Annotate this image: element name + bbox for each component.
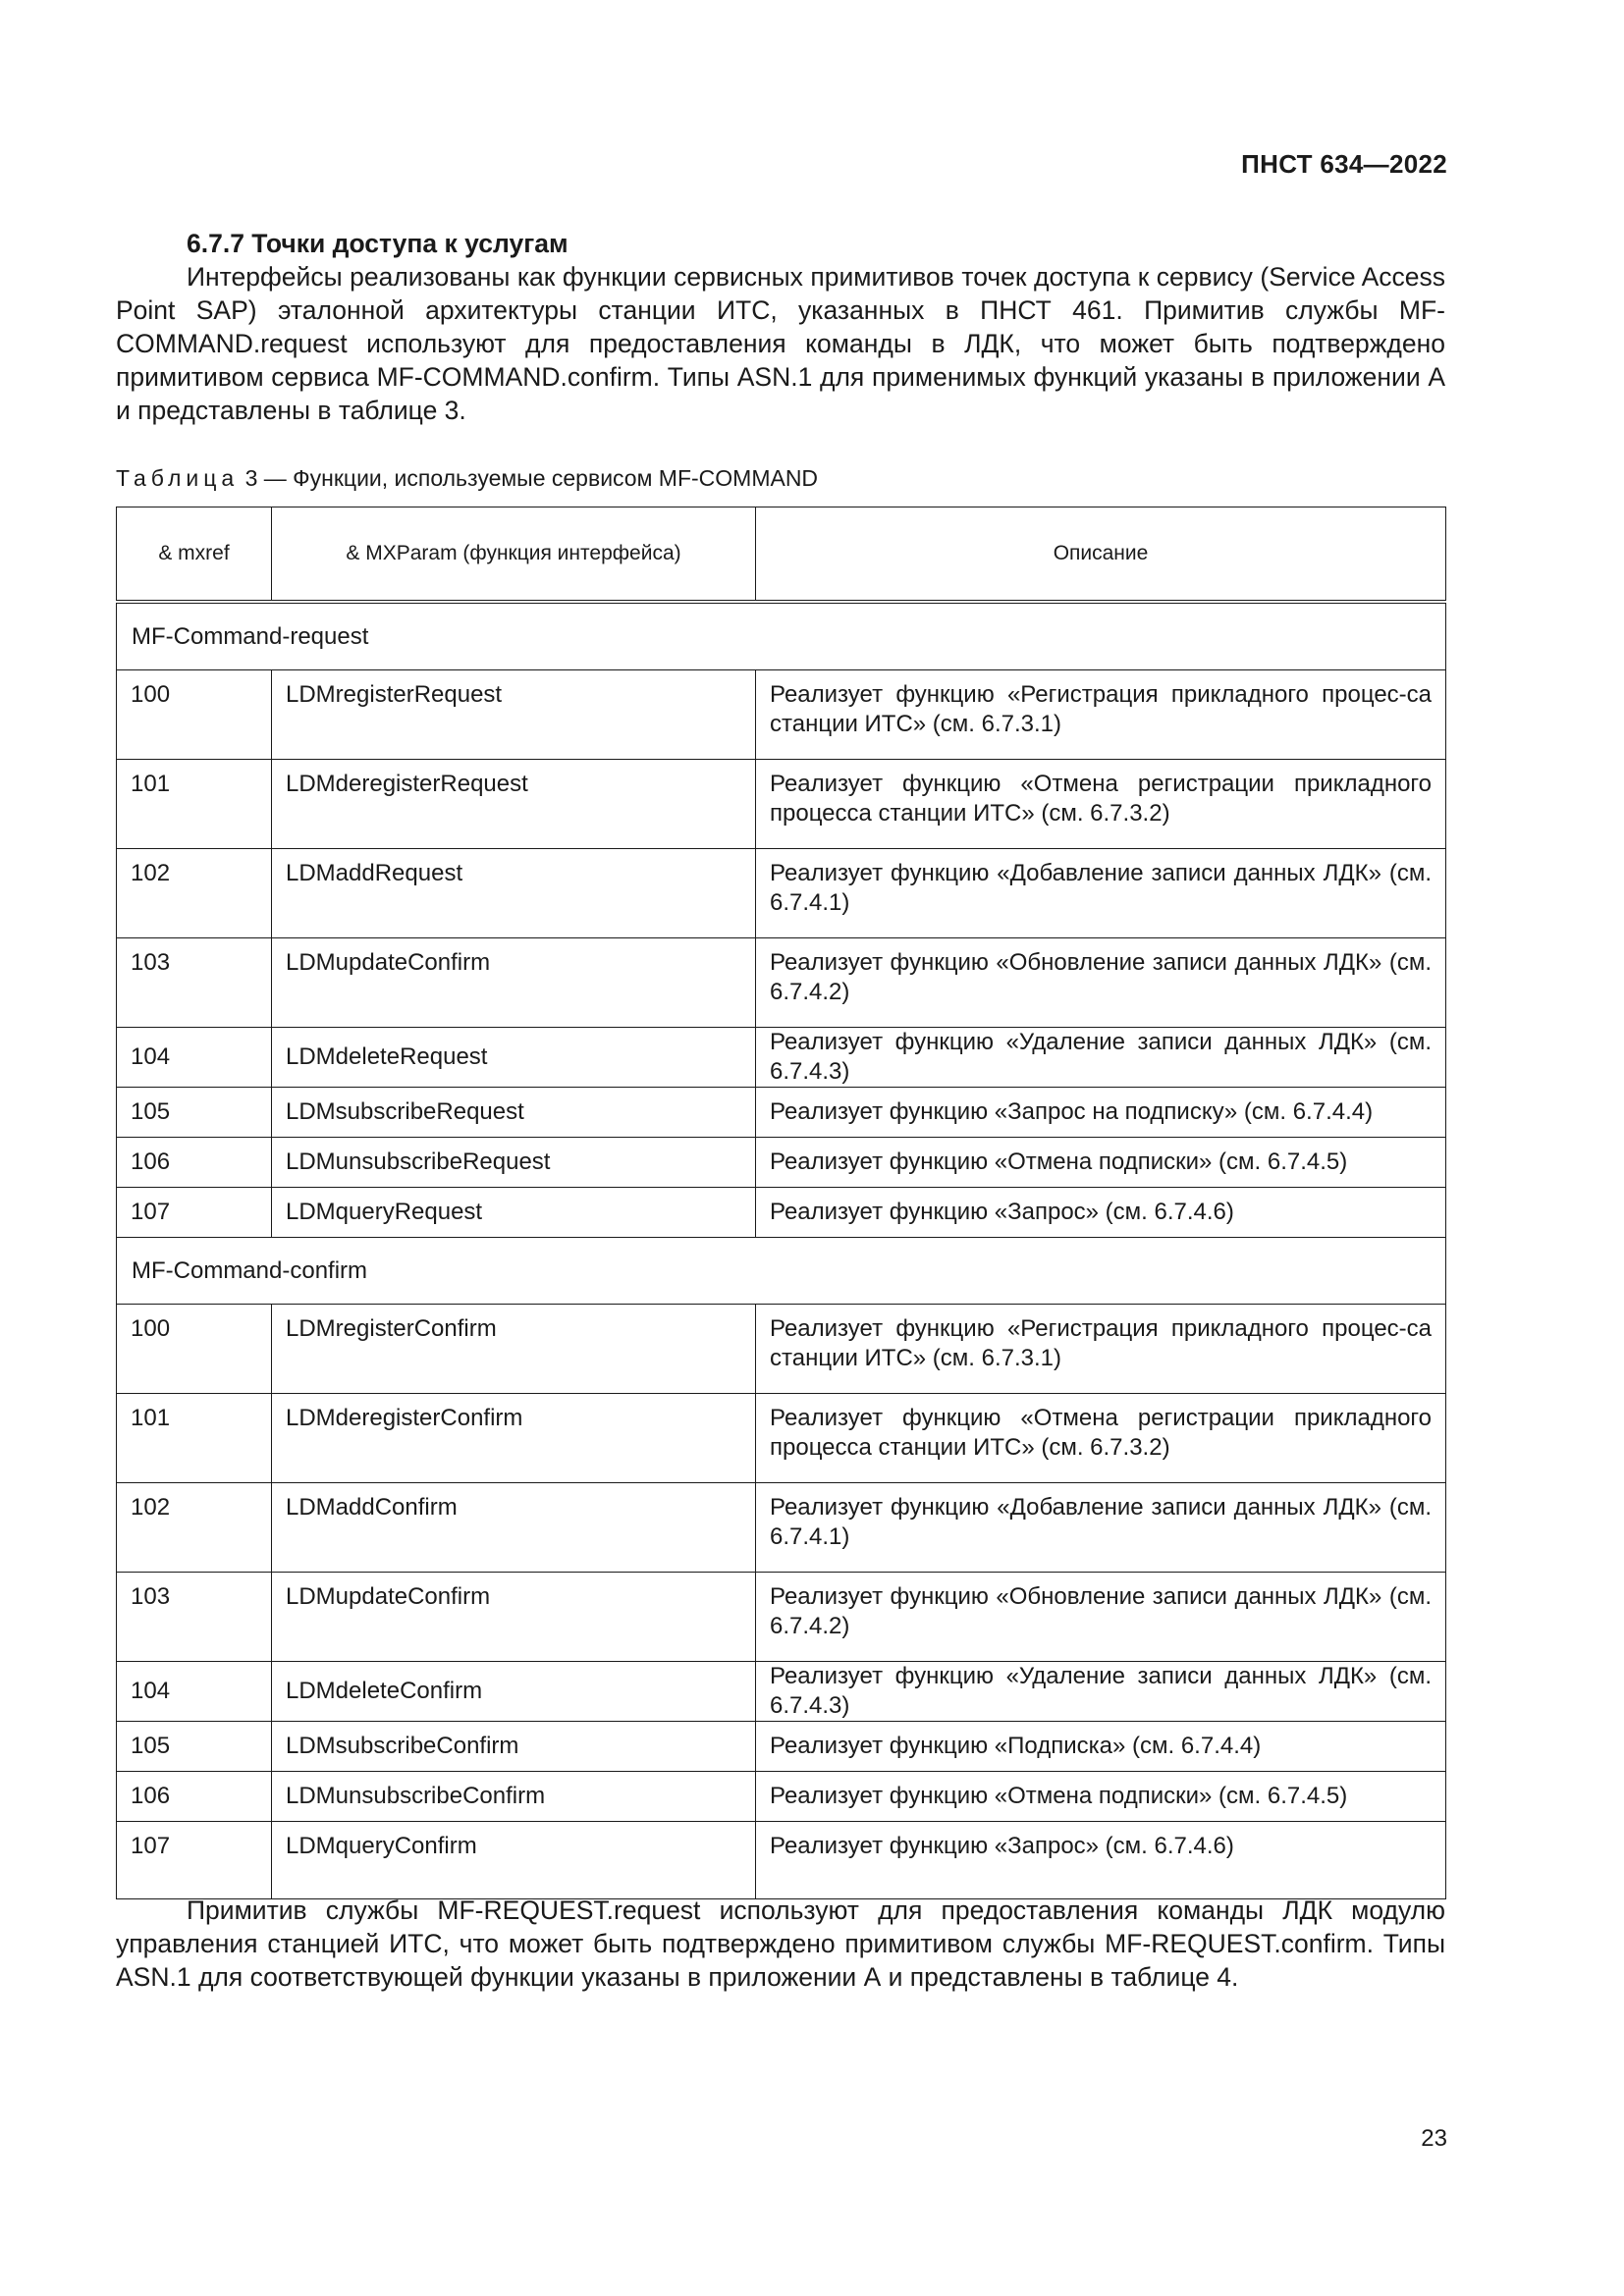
page-number: 23 [1421,2125,1447,2152]
cell-mxref: 102 [117,849,272,938]
cell-mxparam: LDMregisterRequest [272,670,756,760]
cell-mxref: 103 [117,1573,272,1662]
table-caption-label: Таблица [116,465,240,491]
table-row [117,938,1446,1028]
cell-mxparam: LDMsubscribeConfirm [272,1722,756,1772]
cell-mxparam: LDMregisterConfirm [272,1305,756,1394]
cell-description: Реализует функцию «Добавление записи данных ЛДК» (см. 6.7.4.1) [756,1483,1446,1573]
cell-description: Реализует функцию «Обновление записи данных ЛДК» (см. 6.7.4.2) [756,1573,1446,1662]
cell-description: Реализует функцию «Запрос» (см. 6.7.4.6) [756,1822,1446,1899]
cell-description: Реализует функцию «Отмена подписки» (см. 6.7.4.5) [756,1772,1446,1822]
functions-table [116,507,1446,1899]
table-caption [116,465,818,492]
cell-description: Реализует функцию «Добавление записи данных ЛДК» (см. 6.7.4.1) [756,849,1446,938]
cell-description: Реализует функцию «Удаление записи данных ЛДК» (см. 6.7.4.3) [756,1028,1446,1088]
table-row [117,1722,1446,1772]
cell-description: Реализует функцию «Отмена регистрации прикладного процесса станции ИТС» (см. 6.7.3.2) [756,760,1446,849]
cell-mxref: 105 [117,1088,272,1138]
cell-mxparam: LDMupdateConfirm [272,1573,756,1662]
table-row [117,1394,1446,1483]
table-row [117,1772,1446,1822]
cell-description: Реализует функцию «Обновление записи данных ЛДК» (см. 6.7.4.2) [756,938,1446,1028]
cell-mxref: 107 [117,1822,272,1899]
cell-mxparam: LDMdeleteConfirm [272,1662,756,1722]
cell-mxparam: LDMsubscribeRequest [272,1088,756,1138]
table-group-row [117,1238,1446,1305]
group-title: MF-Command-confirm [117,1238,1446,1305]
cell-description: Реализует функцию «Регистрация прикладного процес-са станции ИТС» (см. 6.7.3.1) [756,1305,1446,1394]
cell-mxref: 106 [117,1138,272,1188]
cell-description: Реализует функцию «Запрос на подписку» (см. 6.7.4.4) [756,1088,1446,1138]
cell-mxref: 105 [117,1722,272,1772]
table-row [117,1188,1446,1238]
column-header-mxparam: & MXParam (функция интерфейса) [272,507,756,603]
cell-mxref: 101 [117,760,272,849]
cell-mxparam: LDMqueryConfirm [272,1822,756,1899]
cell-mxparam: LDMaddRequest [272,849,756,938]
cell-mxparam: LDMderegisterRequest [272,760,756,849]
cell-description: Реализует функцию «Отмена подписки» (см. 6.7.4.5) [756,1138,1446,1188]
cell-description: Реализует функцию «Запрос» (см. 6.7.4.6) [756,1188,1446,1238]
section-heading: 6.7.7 Точки доступа к услугам [187,229,568,258]
cell-mxref: 103 [117,938,272,1028]
document-designation: ПНСТ 634—2022 [1241,149,1447,179]
cell-mxparam: LDMupdateConfirm [272,938,756,1028]
table-row [117,1822,1446,1899]
cell-description: Реализует функцию «Удаление записи данных ЛДК» (см. 6.7.4.3) [756,1662,1446,1722]
table-caption-title: 3 — Функции, используемые сервисом MF-COMMAND [239,465,819,491]
cell-mxref: 107 [117,1188,272,1238]
table-row [117,1573,1446,1662]
group-title: MF-Command-request [117,602,1446,670]
cell-mxparam: LDMunsubscribeConfirm [272,1772,756,1822]
column-header-description: Описание [756,507,1446,603]
table-row [117,1483,1446,1573]
table-row [117,670,1446,760]
section-block [116,227,1445,427]
closing-paragraph: Примитив службы MF-REQUEST.request используют для предоставления команды ЛДК модулю управления станцией ИТС, что может быть подтверждено примитивом службы MF-REQUEST.confirm. Типы ASN.1 для соответствующей функции указаны в приложении А и представлены в таблице 4. [116,1896,1445,1992]
cell-mxparam: LDMderegisterConfirm [272,1394,756,1483]
cell-mxref: 100 [117,1305,272,1394]
cell-mxparam: LDMaddConfirm [272,1483,756,1573]
cell-mxref: 104 [117,1028,272,1088]
table-row [117,849,1446,938]
table-row [117,1662,1446,1722]
cell-mxparam: LDMunsubscribeRequest [272,1138,756,1188]
cell-mxref: 101 [117,1394,272,1483]
closing-block [116,1894,1445,1994]
table-header-row [117,507,1446,603]
table-row [117,1305,1446,1394]
table-row [117,1028,1446,1088]
table-group-row [117,602,1446,670]
cell-mxparam: LDMqueryRequest [272,1188,756,1238]
table-row [117,1138,1446,1188]
column-header-mxref: & mxref [117,507,272,603]
cell-description: Реализует функцию «Регистрация прикладного процес-са станции ИТС» (см. 6.7.3.1) [756,670,1446,760]
cell-mxparam: LDMdeleteRequest [272,1028,756,1088]
cell-mxref: 102 [117,1483,272,1573]
cell-mxref: 100 [117,670,272,760]
table-row [117,1088,1446,1138]
table-row [117,760,1446,849]
intro-paragraph: Интерфейсы реализованы как функции сервисных примитивов точек доступа к сервису (Service Access Point SAP) эталонной архитектуры станции ИТС, указанных в ПНСТ 461. Примитив службы MF-COMMAND.request используют для предоставления команды в ЛДК, что может быть подтверждено примитивом сервиса MF-COMMAND.confirm. Типы ASN.1 для применимых функций указаны в приложении А и представлены в таблице 3. [116,262,1445,425]
cell-mxref: 104 [117,1662,272,1722]
cell-description: Реализует функцию «Отмена регистрации прикладного процесса станции ИТС» (см. 6.7.3.2) [756,1394,1446,1483]
cell-description: Реализует функцию «Подписка» (см. 6.7.4.4) [756,1722,1446,1772]
cell-mxref: 106 [117,1772,272,1822]
